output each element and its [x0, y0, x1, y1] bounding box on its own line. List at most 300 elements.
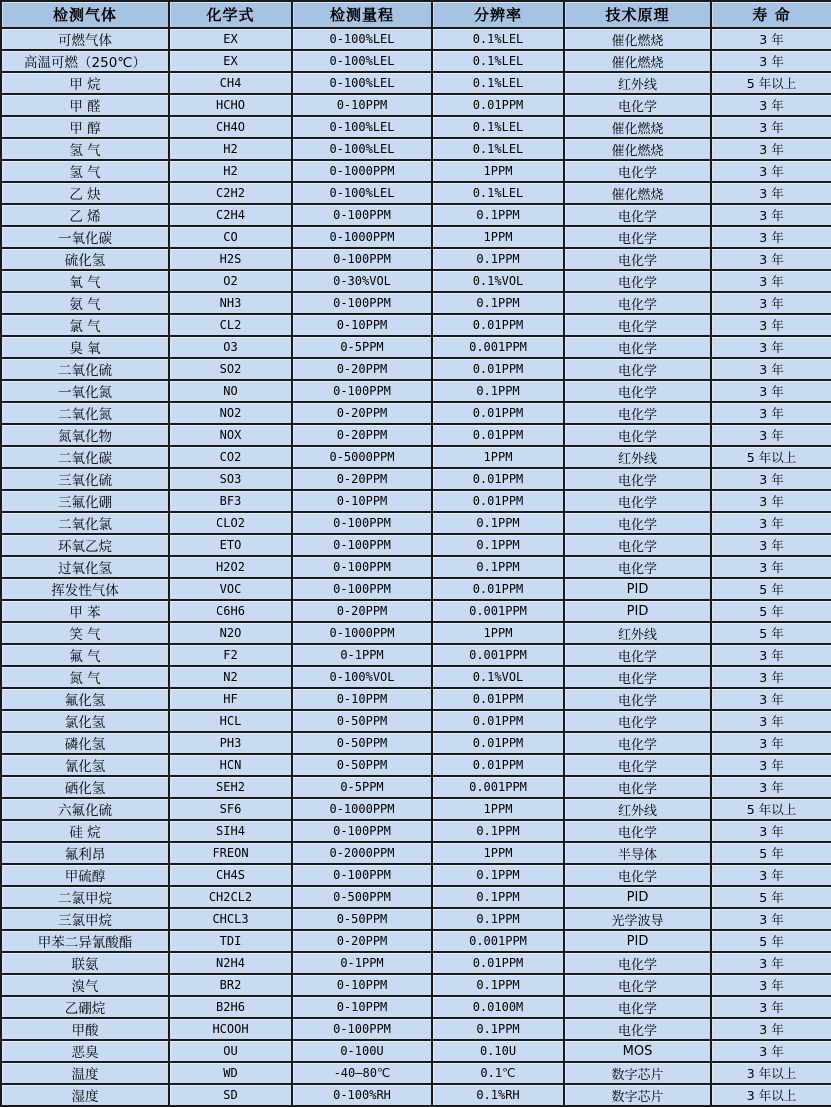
cell-resolution: 0.01PPM: [432, 94, 564, 116]
cell-range: 0-10PPM: [292, 996, 432, 1018]
cell-range: 0-500PPM: [292, 886, 432, 908]
cell-principle: 电化学: [564, 358, 711, 380]
column-header-range: 检测量程: [292, 1, 432, 28]
cell-formula: HCOOH: [169, 1018, 292, 1040]
cell-resolution: 0.1%LEL: [432, 182, 564, 204]
table-row: [1, 534, 831, 556]
table-row: [1, 160, 831, 182]
cell-range: 0-100PPM: [292, 820, 432, 842]
cell-formula: H2O2: [169, 556, 292, 578]
cell-principle: 红外线: [564, 72, 711, 94]
cell-gas: 氮氧化物: [1, 424, 169, 446]
table-row: [1, 72, 831, 94]
cell-resolution: 0.1PPM: [432, 864, 564, 886]
table-row: [1, 974, 831, 996]
cell-formula: NO2: [169, 402, 292, 424]
cell-range: 0-1000PPM: [292, 160, 432, 182]
table-row: [1, 292, 831, 314]
cell-resolution: 0.1PPM: [432, 556, 564, 578]
cell-principle: PID: [564, 886, 711, 908]
cell-range: 0-10PPM: [292, 490, 432, 512]
cell-range: 0-100%RH: [292, 1084, 432, 1106]
cell-lifespan: 3 年: [711, 1040, 831, 1062]
cell-resolution: 1PPM: [432, 622, 564, 644]
cell-formula: HCL: [169, 710, 292, 732]
cell-lifespan: 3 年: [711, 864, 831, 886]
cell-lifespan: 3 年: [711, 952, 831, 974]
table-row: [1, 666, 831, 688]
cell-formula: HCHO: [169, 94, 292, 116]
cell-formula: FREON: [169, 842, 292, 864]
column-header-formula: 化学式: [169, 1, 292, 28]
cell-range: 0-100PPM: [292, 512, 432, 534]
table-row: [1, 380, 831, 402]
cell-resolution: 0.1PPM: [432, 974, 564, 996]
cell-range: 0-50PPM: [292, 908, 432, 930]
cell-formula: N2H4: [169, 952, 292, 974]
cell-range: 0-5000PPM: [292, 446, 432, 468]
cell-lifespan: 3 年: [711, 534, 831, 556]
cell-principle: 电化学: [564, 820, 711, 842]
cell-lifespan: 3 年: [711, 248, 831, 270]
table-row: [1, 996, 831, 1018]
cell-lifespan: 3 年: [711, 270, 831, 292]
column-header-principle: 技术原理: [564, 1, 711, 28]
cell-gas: 氰化氢: [1, 754, 169, 776]
cell-resolution: 0.001PPM: [432, 930, 564, 952]
cell-principle: 电化学: [564, 534, 711, 556]
cell-range: 0-100PPM: [292, 204, 432, 226]
cell-principle: MOS: [564, 1040, 711, 1062]
cell-gas: 湿度: [1, 1084, 169, 1106]
cell-lifespan: 5 年以上: [711, 72, 831, 94]
cell-principle: 电化学: [564, 1018, 711, 1040]
cell-resolution: 0.0100M: [432, 996, 564, 1018]
cell-principle: 电化学: [564, 380, 711, 402]
cell-gas: 氟化氢: [1, 688, 169, 710]
cell-resolution: 0.1%LEL: [432, 138, 564, 160]
table-row: [1, 270, 831, 292]
table-row: [1, 644, 831, 666]
cell-formula: CH2CL2: [169, 886, 292, 908]
cell-principle: 电化学: [564, 204, 711, 226]
cell-formula: CH4: [169, 72, 292, 94]
cell-principle: 红外线: [564, 622, 711, 644]
cell-range: 0-1000PPM: [292, 226, 432, 248]
table-row: [1, 402, 831, 424]
cell-principle: PID: [564, 930, 711, 952]
cell-formula: HF: [169, 688, 292, 710]
cell-range: -40—80℃: [292, 1062, 432, 1084]
cell-lifespan: 3 年: [711, 160, 831, 182]
cell-lifespan: 3 年: [711, 490, 831, 512]
table-row: [1, 512, 831, 534]
cell-range: 0-100PPM: [292, 292, 432, 314]
table-row: [1, 952, 831, 974]
cell-gas: 温度: [1, 1062, 169, 1084]
cell-gas: 一氧化氮: [1, 380, 169, 402]
cell-gas: 溴气: [1, 974, 169, 996]
cell-gas: 高温可燃（250℃）: [1, 50, 169, 72]
cell-principle: 电化学: [564, 270, 711, 292]
cell-resolution: 0.1%VOL: [432, 270, 564, 292]
table-row: [1, 336, 831, 358]
cell-principle: 红外线: [564, 446, 711, 468]
cell-lifespan: 3 年: [711, 358, 831, 380]
cell-principle: 电化学: [564, 688, 711, 710]
cell-lifespan: 3 年: [711, 688, 831, 710]
table-row: [1, 314, 831, 336]
cell-range: 0-20PPM: [292, 402, 432, 424]
cell-lifespan: 3 年: [711, 512, 831, 534]
cell-range: 0-100U: [292, 1040, 432, 1062]
cell-resolution: 0.001PPM: [432, 600, 564, 622]
cell-formula: EX: [169, 50, 292, 72]
cell-range: 0-10PPM: [292, 314, 432, 336]
cell-lifespan: 3 年: [711, 204, 831, 226]
cell-principle: 催化燃烧: [564, 182, 711, 204]
cell-formula: C2H2: [169, 182, 292, 204]
cell-lifespan: 5 年: [711, 578, 831, 600]
cell-resolution: 0.1%LEL: [432, 116, 564, 138]
cell-resolution: 0.1PPM: [432, 820, 564, 842]
cell-principle: 电化学: [564, 402, 711, 424]
cell-resolution: 0.1%VOL: [432, 666, 564, 688]
cell-lifespan: 3 年: [711, 776, 831, 798]
cell-resolution: 1PPM: [432, 226, 564, 248]
cell-range: 0-100PPM: [292, 864, 432, 886]
cell-principle: 电化学: [564, 952, 711, 974]
cell-formula: WD: [169, 1062, 292, 1084]
cell-gas: 臭 氧: [1, 336, 169, 358]
cell-gas: 氟利昂: [1, 842, 169, 864]
cell-lifespan: 3 年以上: [711, 1084, 831, 1106]
cell-resolution: 0.01PPM: [432, 952, 564, 974]
cell-resolution: 0.1PPM: [432, 908, 564, 930]
cell-formula: O3: [169, 336, 292, 358]
cell-gas: 恶臭: [1, 1040, 169, 1062]
cell-range: 0-100PPM: [292, 556, 432, 578]
cell-principle: 电化学: [564, 666, 711, 688]
column-header-resolution: 分辨率: [432, 1, 564, 28]
cell-range: 0-100PPM: [292, 534, 432, 556]
cell-principle: 电化学: [564, 336, 711, 358]
cell-range: 0-20PPM: [292, 600, 432, 622]
cell-range: 0-50PPM: [292, 710, 432, 732]
cell-formula: SO3: [169, 468, 292, 490]
cell-principle: 电化学: [564, 996, 711, 1018]
table-row: [1, 622, 831, 644]
cell-lifespan: 5 年: [711, 622, 831, 644]
cell-formula: O2: [169, 270, 292, 292]
cell-formula: H2S: [169, 248, 292, 270]
table-row: [1, 226, 831, 248]
cell-lifespan: 3 年: [711, 94, 831, 116]
table-row: [1, 50, 831, 72]
cell-resolution: 0.1PPM: [432, 1018, 564, 1040]
cell-lifespan: 3 年: [711, 314, 831, 336]
cell-lifespan: 3 年: [711, 666, 831, 688]
cell-principle: 电化学: [564, 226, 711, 248]
cell-gas: 甲苯二异氰酸酯: [1, 930, 169, 952]
table-row: [1, 1062, 831, 1084]
cell-resolution: 0.01PPM: [432, 490, 564, 512]
cell-range: 0-5PPM: [292, 776, 432, 798]
cell-gas: 氯 气: [1, 314, 169, 336]
cell-gas: 硒化氢: [1, 776, 169, 798]
cell-formula: PH3: [169, 732, 292, 754]
cell-resolution: 0.01PPM: [432, 578, 564, 600]
cell-principle: 电化学: [564, 556, 711, 578]
cell-principle: PID: [564, 600, 711, 622]
cell-principle: 电化学: [564, 292, 711, 314]
cell-gas: 过氧化氢: [1, 556, 169, 578]
cell-lifespan: 3 年: [711, 50, 831, 72]
cell-gas: 氨 气: [1, 292, 169, 314]
cell-lifespan: 3 年: [711, 754, 831, 776]
header-row: [1, 1, 831, 28]
cell-range: 0-1PPM: [292, 644, 432, 666]
cell-lifespan: 3 年: [711, 226, 831, 248]
cell-range: 0-100PPM: [292, 380, 432, 402]
cell-lifespan: 5 年: [711, 930, 831, 952]
cell-formula: NH3: [169, 292, 292, 314]
table-row: [1, 776, 831, 798]
cell-lifespan: 5 年: [711, 886, 831, 908]
cell-gas: 甲 烷: [1, 72, 169, 94]
cell-resolution: 0.001PPM: [432, 336, 564, 358]
cell-gas: 三氟化硼: [1, 490, 169, 512]
table-row: [1, 798, 831, 820]
cell-lifespan: 3 年: [711, 974, 831, 996]
cell-resolution: 0.01PPM: [432, 732, 564, 754]
cell-resolution: 0.1%LEL: [432, 28, 564, 50]
table-row: [1, 688, 831, 710]
cell-resolution: 0.1%LEL: [432, 50, 564, 72]
cell-gas: 二氧化硫: [1, 358, 169, 380]
cell-principle: 电化学: [564, 732, 711, 754]
cell-range: 0-100PPM: [292, 1018, 432, 1040]
table-row: [1, 204, 831, 226]
table-row: [1, 358, 831, 380]
cell-formula: CO2: [169, 446, 292, 468]
cell-resolution: 1PPM: [432, 160, 564, 182]
cell-range: 0-20PPM: [292, 468, 432, 490]
cell-formula: SD: [169, 1084, 292, 1106]
cell-formula: C6H6: [169, 600, 292, 622]
cell-formula: SF6: [169, 798, 292, 820]
table-row: [1, 864, 831, 886]
cell-lifespan: 5 年: [711, 842, 831, 864]
cell-principle: 电化学: [564, 94, 711, 116]
cell-formula: N2: [169, 666, 292, 688]
table-row: [1, 732, 831, 754]
cell-resolution: 0.01PPM: [432, 314, 564, 336]
cell-principle: 光学波导: [564, 908, 711, 930]
cell-lifespan: 3 年: [711, 402, 831, 424]
table-row: [1, 600, 831, 622]
cell-formula: HCN: [169, 754, 292, 776]
table-row: [1, 578, 831, 600]
cell-gas: 二氧化碳: [1, 446, 169, 468]
table-row: [1, 28, 831, 50]
cell-formula: CLO2: [169, 512, 292, 534]
cell-gas: 甲 苯: [1, 600, 169, 622]
cell-gas: 乙 炔: [1, 182, 169, 204]
table-row: [1, 886, 831, 908]
cell-gas: 磷化氢: [1, 732, 169, 754]
cell-range: 0-1PPM: [292, 952, 432, 974]
table-row: [1, 138, 831, 160]
cell-gas: 乙硼烷: [1, 996, 169, 1018]
table-row: [1, 182, 831, 204]
cell-gas: 二氯甲烷: [1, 886, 169, 908]
cell-formula: N2O: [169, 622, 292, 644]
cell-formula: B2H6: [169, 996, 292, 1018]
cell-principle: 催化燃烧: [564, 50, 711, 72]
column-header-gas: 检测气体: [1, 1, 169, 28]
cell-principle: 电化学: [564, 424, 711, 446]
cell-gas: 甲 醛: [1, 94, 169, 116]
table-row: [1, 1018, 831, 1040]
cell-lifespan: 3 年: [711, 820, 831, 842]
cell-lifespan: 3 年: [711, 182, 831, 204]
cell-formula: H2: [169, 160, 292, 182]
cell-formula: SEH2: [169, 776, 292, 798]
cell-principle: 催化燃烧: [564, 116, 711, 138]
table-row: [1, 908, 831, 930]
cell-resolution: 1PPM: [432, 798, 564, 820]
cell-formula: BR2: [169, 974, 292, 996]
cell-principle: 电化学: [564, 160, 711, 182]
cell-range: 0-1000PPM: [292, 622, 432, 644]
cell-principle: 半导体: [564, 842, 711, 864]
table-row: [1, 930, 831, 952]
cell-resolution: 0.1PPM: [432, 886, 564, 908]
cell-formula: BF3: [169, 490, 292, 512]
cell-lifespan: 3 年: [711, 1018, 831, 1040]
table-header: [1, 1, 831, 28]
cell-gas: 硫化氢: [1, 248, 169, 270]
cell-principle: 数字芯片: [564, 1084, 711, 1106]
cell-lifespan: 5 年: [711, 600, 831, 622]
table-row: [1, 1084, 831, 1106]
cell-range: 0-20PPM: [292, 358, 432, 380]
cell-principle: 电化学: [564, 776, 711, 798]
cell-range: 0-100%LEL: [292, 72, 432, 94]
cell-resolution: 0.1%LEL: [432, 72, 564, 94]
cell-principle: 电化学: [564, 710, 711, 732]
cell-gas: 环氧乙烷: [1, 534, 169, 556]
cell-lifespan: 3 年: [711, 380, 831, 402]
cell-gas: 甲酸: [1, 1018, 169, 1040]
table-row: [1, 842, 831, 864]
cell-gas: 三氧化硫: [1, 468, 169, 490]
cell-range: 0-1000PPM: [292, 798, 432, 820]
cell-formula: TDI: [169, 930, 292, 952]
cell-lifespan: 3 年: [711, 468, 831, 490]
cell-range: 0-100%LEL: [292, 182, 432, 204]
cell-principle: 催化燃烧: [564, 138, 711, 160]
cell-resolution: 0.1℃: [432, 1062, 564, 1084]
cell-gas: 氧 气: [1, 270, 169, 292]
cell-gas: 氯化氢: [1, 710, 169, 732]
cell-range: 0-2000PPM: [292, 842, 432, 864]
cell-lifespan: 3 年: [711, 28, 831, 50]
cell-formula: VOC: [169, 578, 292, 600]
cell-gas: 乙 烯: [1, 204, 169, 226]
cell-lifespan: 3 年: [711, 292, 831, 314]
cell-lifespan: 3 年: [711, 908, 831, 930]
cell-formula: SIH4: [169, 820, 292, 842]
cell-gas: 联氨: [1, 952, 169, 974]
cell-resolution: 0.1PPM: [432, 292, 564, 314]
cell-principle: 电化学: [564, 468, 711, 490]
table-row: [1, 710, 831, 732]
cell-gas: 二氧化氯: [1, 512, 169, 534]
cell-principle: PID: [564, 578, 711, 600]
cell-resolution: 0.1PPM: [432, 512, 564, 534]
cell-gas: 甲 醇: [1, 116, 169, 138]
cell-range: 0-100%LEL: [292, 138, 432, 160]
cell-lifespan: 3 年: [711, 732, 831, 754]
cell-principle: 电化学: [564, 644, 711, 666]
table-body: [1, 28, 831, 1106]
cell-lifespan: 5 年以上: [711, 446, 831, 468]
cell-resolution: 0.1PPM: [432, 380, 564, 402]
cell-resolution: 0.1PPM: [432, 534, 564, 556]
cell-formula: EX: [169, 28, 292, 50]
cell-gas: 三氯甲烷: [1, 908, 169, 930]
table-row: [1, 424, 831, 446]
cell-gas: 硅 烷: [1, 820, 169, 842]
cell-gas: 六氟化硫: [1, 798, 169, 820]
cell-range: 0-100%VOL: [292, 666, 432, 688]
column-header-lifespan: 寿 命: [711, 1, 831, 28]
cell-resolution: 0.1PPM: [432, 204, 564, 226]
cell-resolution: 1PPM: [432, 446, 564, 468]
cell-range: 0-10PPM: [292, 94, 432, 116]
cell-principle: 催化燃烧: [564, 28, 711, 50]
cell-formula: H2: [169, 138, 292, 160]
cell-range: 0-100%LEL: [292, 28, 432, 50]
cell-gas: 挥发性气体: [1, 578, 169, 600]
table-row: [1, 1040, 831, 1062]
cell-resolution: 0.1PPM: [432, 248, 564, 270]
cell-gas: 氢 气: [1, 138, 169, 160]
cell-gas: 笑 气: [1, 622, 169, 644]
cell-range: 0-50PPM: [292, 732, 432, 754]
cell-formula: CH4O: [169, 116, 292, 138]
cell-formula: C2H4: [169, 204, 292, 226]
cell-formula: OU: [169, 1040, 292, 1062]
cell-formula: CHCL3: [169, 908, 292, 930]
cell-range: 0-100%LEL: [292, 116, 432, 138]
cell-formula: F2: [169, 644, 292, 666]
table-row: [1, 468, 831, 490]
cell-resolution: 0.01PPM: [432, 402, 564, 424]
cell-principle: 电化学: [564, 864, 711, 886]
cell-lifespan: 3 年: [711, 424, 831, 446]
cell-principle: 电化学: [564, 490, 711, 512]
cell-gas: 氢 气: [1, 160, 169, 182]
cell-gas: 氟 气: [1, 644, 169, 666]
cell-range: 0-30%VOL: [292, 270, 432, 292]
cell-lifespan: 3 年: [711, 138, 831, 160]
table-row: [1, 446, 831, 468]
cell-formula: CO: [169, 226, 292, 248]
cell-principle: 数字芯片: [564, 1062, 711, 1084]
